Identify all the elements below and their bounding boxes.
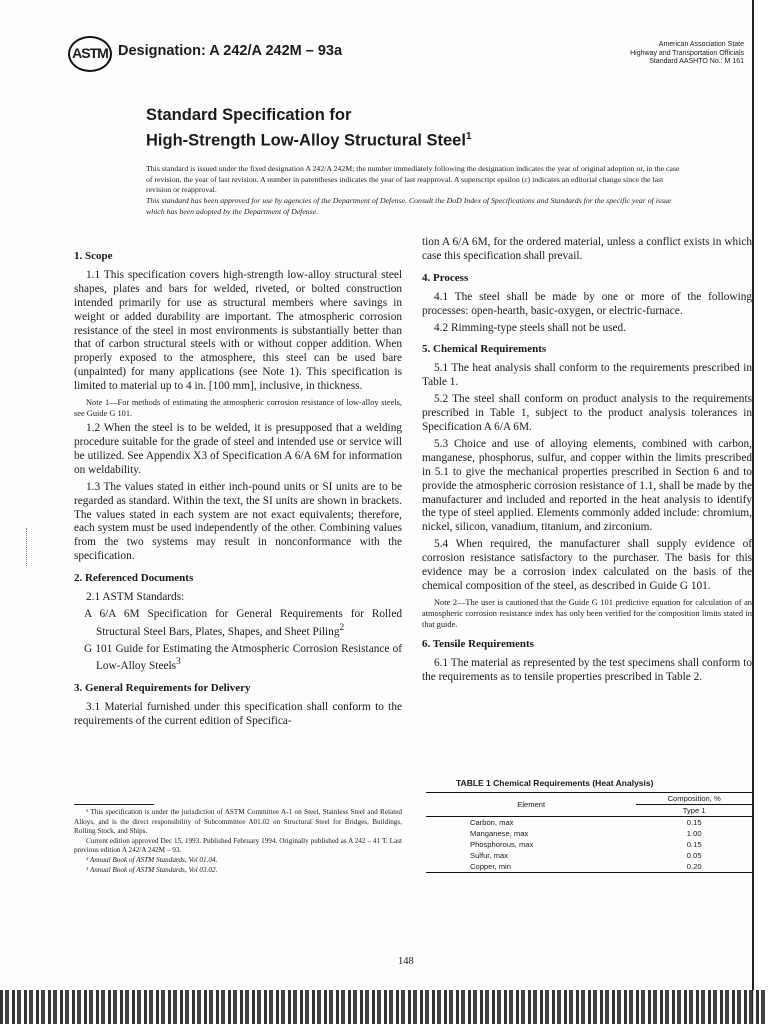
assoc-line-3: Standard AASHTO No.: M 161	[649, 58, 744, 65]
title-line-2-text: High-Strength Low-Alloy Structural Steel	[146, 131, 466, 150]
reference-g101-text: G 101 Guide for Estimating the Atmospheric Corrosion Resistance of Low-Alloy Steels	[84, 642, 402, 673]
continuation-paragraph: tion A 6/A 6M, for the ordered material, unless a conflict exists in which case this specification shall prevail.	[422, 236, 752, 262]
table-row	[426, 828, 752, 839]
scan-edge-bottom	[0, 990, 768, 1024]
scan-speck	[26, 528, 32, 566]
paragraph-6-1: 6.1 The material as represented by the test specimens shall conform to the requirements as to tensile properties prescribed in Table 2.	[422, 656, 752, 683]
section-6-heading: 6. Tensile Requirements	[422, 637, 534, 650]
footnote-1: ¹ This specification is under the jurisdiction of ASTM Committee A-1 on Steel, Stainless Steel and Related Alloys, and is the direct responsibility of Subcommittee A01.02 on Structural Steel for Bridges, Buildings, Rolling Stock, and Ships.	[74, 808, 402, 836]
title-line-1: Standard Specification for	[146, 106, 352, 124]
section-2-heading: 2. Referenced Documents	[74, 572, 194, 585]
paragraph-4-2: 4.2 Rimming-type steels shall not be used.	[434, 321, 627, 334]
assoc-line-1: American Association State	[658, 41, 744, 48]
astm-logo: ASTM	[68, 36, 112, 72]
assoc-line-2: Highway and Transportation Officials	[630, 49, 744, 57]
table-header-row-1	[426, 793, 752, 805]
element-cell: Copper, min	[426, 861, 636, 873]
right-column	[422, 236, 752, 688]
value-cell: 0.05	[686, 851, 702, 860]
footnote-3: ³ Annual Book of ASTM Standards, Vol 03.02.	[86, 865, 218, 874]
element-cell: Manganese, max	[470, 829, 529, 838]
reference-a6-mark: 2	[339, 622, 345, 633]
section-3-heading: 3. General Requirements for Delivery	[74, 682, 251, 695]
issued-statement: This standard is issued under the fixed designation A 242/A 242M; the number immediately following the designation indicates the year of original adoption or, in the case of revision, the year of last revision. A number in parentheses indicates the year of last reapproval. A superscript epsilon (ε) indicates an editorial change since the last revision or reapproval.	[146, 164, 680, 194]
footnote-1-edition: Current edition approved Dec 15, 1993. Published February 1994. Originally published as A 242 – 41 T. Last previous edition A 242/A 242M – 93.	[74, 836, 402, 855]
page-number: 148	[398, 956, 414, 967]
table-1-caption: TABLE 1 Chemical Requirements (Heat Analysis)	[456, 778, 654, 788]
left-column	[74, 242, 402, 732]
reference-g101	[74, 643, 402, 675]
footnote-rule	[74, 804, 154, 805]
document-title	[146, 104, 472, 152]
value-cell: 1.00	[686, 829, 702, 838]
value-cell: 0.15	[686, 840, 702, 849]
table-row	[426, 817, 752, 829]
paragraph-1-3: 1.3 The values stated in either inch-pound units or SI units are to be regarded as standard. Within the text, the SI units are shown in brackets. The values stated in each system are not exact equivalents; therefore, each system must be used independently of the other. Combining values from the two systems may result in nonconformance with the specification.	[74, 480, 402, 563]
header-composition: Composition, %	[636, 793, 752, 805]
section-4-heading: 4. Process	[422, 271, 469, 284]
approval-statement: This standard has been approved for use by agencies of the Department of Defense. Consult the DoD Index of Specifications and Standards for the specific year of issue which has been adopted by the Department of Defense.	[146, 196, 672, 216]
paragraph-5-3: 5.3 Choice and use of alloying elements, combined with carbon, manganese, phosphorus, sulfur, and copper within the limits prescribed in 5.1 to give the mechanical properties prescribed in Section 6 and to provide the atmospheric corrosion resistance of 1.1, shall be made by the manufacturer and included and reported in the heat analysis to identify the type of steel applied. Elements commonly added include: chromium, nickel, silicon, vanadium, titanium, and zirconium.	[422, 437, 752, 534]
reference-a6	[74, 608, 402, 640]
title-footnote-mark: 1	[465, 131, 472, 142]
value-cell: 0.15	[686, 818, 702, 827]
element-cell: Sulfur, max	[470, 851, 508, 860]
paragraph-5-1: 5.1 The heat analysis shall conform to the requirements prescribed in Table 1.	[422, 362, 752, 389]
title-line-2	[146, 126, 472, 152]
note-1: Note 1—For methods of estimating the atmospheric corrosion resistance of low-alloy steels, see Guide G 101.	[74, 398, 402, 419]
paragraph-3-1: 3.1 Material furnished under this specification shall conform to the requirements of the current edition of Specifica-	[74, 701, 402, 727]
section-5-heading: 5. Chemical Requirements	[422, 343, 547, 356]
section-1-heading: 1. Scope	[74, 250, 113, 262]
paragraph-4-1: 4.1 The steel shall be made by one or more of the following processes: open-hearth, basic-oxygen, or electric-furnace.	[422, 290, 752, 317]
paragraph-5-2: 5.2 The steel shall conform on product analysis to the requirements prescribed in Table 1, subject to the product analysis tolerances in Specification A 6/A 6M.	[422, 393, 752, 433]
table-row	[426, 850, 752, 861]
reference-a6-text: A 6/A 6M Specification for General Requirements for Rolled Structural Steel Bars, Plates, Shapes, and Sheet Piling	[84, 607, 402, 638]
footnote-2: ² Annual Book of ASTM Standards, Vol 01.04.	[86, 855, 218, 864]
paragraph-5-4: 5.4 When required, the manufacturer shall supply evidence of corrosion resistance satisfactory to the purchaser. The basis for this evidence may be a corrosion index calculated on the basis of the chemical composition of the steel, as described in Guide G 101.	[422, 538, 752, 592]
header-type-1: Type 1	[636, 805, 752, 817]
reference-g101-mark: 3	[176, 657, 181, 668]
value-cell: 0.20	[636, 861, 752, 873]
header-element: Element	[426, 793, 636, 817]
table-row	[426, 861, 752, 873]
paragraph-1-1: 1.1 This specification covers high-strength low-alloy structural steel shapes, plates and bars for welded, riveted, or bolted construction intended primarily for use as structural members where savings in weight or added durability are important. The atmospheric corrosion resistance of the steel in most environments is substantially better than that of carbon structural steels with or without copper addition. When properly exposed to the atmosphere, this steel can be used bare (unpainted) for many applications (see Note 1). This specification is limited to material up to 4 in. [100 mm], inclusive, in thickness.	[74, 268, 402, 393]
table-row	[426, 839, 752, 850]
footnotes	[74, 808, 402, 875]
paragraph-2-1: 2.1 ASTM Standards:	[86, 591, 185, 604]
table-1	[426, 792, 752, 873]
aashto-block	[568, 41, 744, 67]
page-edge-right	[752, 0, 768, 1024]
note-2: Note 2—The user is cautioned that the Guide G 101 predictive equation for calculation of an atmospheric corrosion resistance index has only been verified for the composition limits stated in that guide.	[422, 597, 752, 629]
designation: Designation: A 242/A 242M – 93a	[118, 43, 343, 59]
element-cell: Carbon, max	[470, 818, 514, 827]
element-cell: Phosphorous, max	[470, 840, 534, 849]
paragraph-1-2: 1.2 When the steel is to be welded, it is presupposed that a welding procedure suitable for the grade of steel and intended use or service will be utilized. See Appendix X3 of Specification A 6/A 6M for information on weldability.	[74, 422, 402, 476]
